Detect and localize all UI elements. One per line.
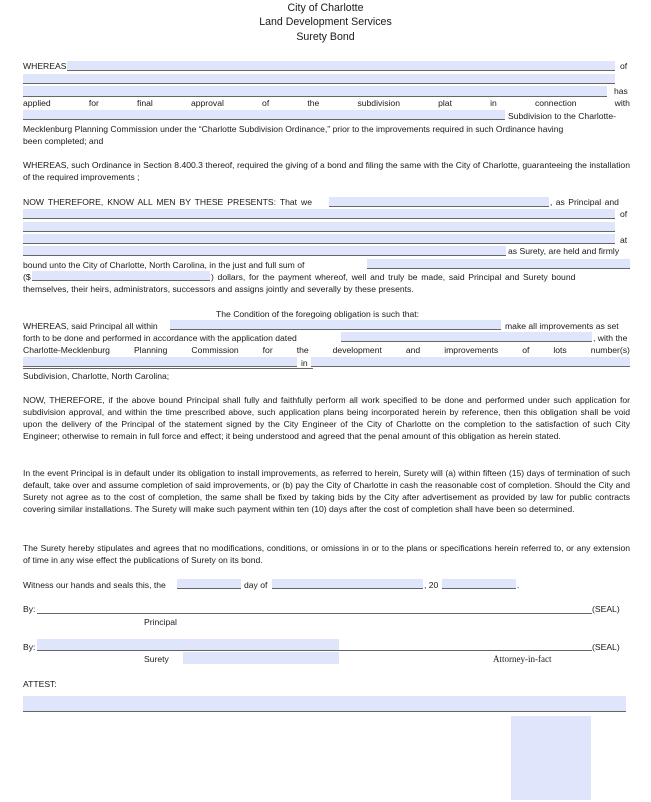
word: of <box>522 345 530 355</box>
application-date-field[interactable] <box>341 332 592 342</box>
subdivision-name-field[interactable] <box>23 110 505 120</box>
in-label: in <box>301 358 308 368</box>
whereas-address-field-2[interactable] <box>23 86 607 96</box>
word: development <box>332 345 382 355</box>
witness-month-field[interactable] <box>272 579 423 589</box>
sum-amount-field[interactable] <box>32 271 210 281</box>
word: subdivision <box>357 98 400 108</box>
by-label-surety: By: <box>23 642 36 652</box>
word: final <box>137 98 153 108</box>
principal-name-field[interactable] <box>329 197 549 207</box>
underline <box>23 368 313 369</box>
doc-city-title: City of Charlotte <box>287 2 364 14</box>
word: applied <box>23 98 51 108</box>
of-label: of <box>620 61 628 71</box>
whereas-principal-label: WHEREAS, said Principal all within <box>23 321 158 331</box>
surety-label: Surety <box>144 654 169 664</box>
word: connection <box>534 98 577 108</box>
subdivision-nc-text: Subdivision, Charlotte, North Carolina; <box>23 371 170 381</box>
default-paragraph: In the event Principal is in default under its obligation to install improvements, as referred to herein, Surety will (a) within fifteen (15) days of termination of such default, take over and assume completion of said improvements, or (b) pay the City of Charlotte in cash the reasonable cost of completion. Should the City and Surety not agree as to the cost of completion, the same shall be fixed by taking bids by the City after advertisement as provided by law for public contracts covering similar installations. The Surety will make such payment within ten (10) days after the cost of completion shall have been so determined. <box>23 468 630 514</box>
subdivision-field[interactable] <box>311 357 630 367</box>
word: Charlotte-Mecklenburg <box>23 345 110 355</box>
whereas-name-field[interactable] <box>67 61 615 71</box>
word: Commission <box>191 345 239 355</box>
attest-label: ATTEST: <box>23 679 57 689</box>
word: for <box>262 345 273 355</box>
word: Planning <box>133 345 168 355</box>
underline <box>23 96 607 97</box>
word: with <box>614 98 630 108</box>
make-improvements-label: make all improvements as set <box>505 321 619 331</box>
has-label: has <box>614 86 628 96</box>
doc-title: Surety Bond <box>296 31 355 43</box>
seal-stamp-area[interactable] <box>511 716 591 800</box>
dollars-text: ) dollars, for the payment whereof, well and truly be made, said Principal and Surety bound <box>211 272 576 282</box>
word: in <box>490 98 497 108</box>
principal-within-field[interactable] <box>170 320 501 330</box>
of-label-2: of <box>620 209 628 219</box>
underline <box>339 650 592 651</box>
witness-label: Witness our hands and seals this, the <box>23 580 166 590</box>
seal-label-2: (SEAL) <box>592 642 620 652</box>
surety-signature-field[interactable] <box>37 639 339 651</box>
lot-numbers-field[interactable] <box>23 357 297 367</box>
word: and <box>405 345 421 355</box>
word: the <box>307 98 320 108</box>
forth-text: forth to be done and performed in accordance with the application dated <box>23 333 297 343</box>
now-therefore-paragraph: NOW, THEREFORE, if the above bound Principal shall fully and faithfully perform all work specified to be done and performed under such application for subdivision approval, and within the time prescribed above, such application plans being incorporated herein by reference, then this obligation shall be void upon the delivery of the Principal of the statement signed by the City Engineer of the City of Charlotte on the completion to the satisfaction of such City Engineer; otherwise to remain in full force and effect; it being understood and agreed that the penal amount of this obligation as herein stated. <box>23 395 630 441</box>
principal-label: Principal <box>144 617 177 627</box>
as-surety-label: as Surety, are held and firmly <box>508 246 620 256</box>
by-label-principal: By: <box>23 604 36 614</box>
whereas-ordinance-paragraph: WHEREAS, such Ordinance in Section 8.400.3 thereof, required the giving of a bond and filing the same with the City of Charlotte, guaranteeing the installation of the required improvements ; <box>23 160 630 182</box>
stipulation-paragraph: The Surety hereby stipulates and agrees that no modifications, conditions, or omissions in or to the plans or specifications herein referred to, or any extension of time in any wise effect the publications of Surety on its bond. <box>23 543 630 565</box>
subdivision-to-label: Subdivision to the Charlotte- <box>508 111 616 121</box>
condition-heading: The Condition of the foregoing obligation is such that: <box>216 309 420 319</box>
principal-signature-line[interactable] <box>37 613 592 614</box>
commission-row <box>23 345 630 356</box>
attorney-in-fact-label: Attorney-in-fact <box>493 654 552 664</box>
whereas-label: WHEREAS <box>23 61 67 71</box>
witness-day-field[interactable] <box>177 579 241 589</box>
dollar-sign: ($ <box>23 272 31 282</box>
period: . <box>517 580 520 590</box>
heirs-text: themselves, their heirs, administrators, successors and assigns jointly and severally by these presents. <box>23 284 414 294</box>
attest-field[interactable] <box>23 696 626 712</box>
surety-address-field[interactable] <box>23 246 506 256</box>
word: plat <box>438 98 452 108</box>
bound-unto-text: bound unto the City of Charlotte, North Carolina, in the just and full sum of <box>23 260 305 270</box>
word: for <box>88 98 99 108</box>
applied-row <box>23 98 630 109</box>
with-the-label: , with the <box>593 333 628 343</box>
as-principal-label: , as Principal and <box>550 197 619 207</box>
whereas-address-field[interactable] <box>23 74 615 84</box>
seal-label-1: (SEAL) <box>592 604 620 614</box>
at-label: at <box>620 235 628 245</box>
principal-address-field[interactable] <box>23 209 615 219</box>
day-of-label: day of <box>244 580 268 590</box>
now-therefore-label: NOW THEREFORE, KNOW ALL MEN BY THESE PRESENTS: That we <box>23 197 312 207</box>
ordinance-text: Mecklenburg Planning Commission under the “Charlotte Subdivision Ordinance,” prior to the improvements required in such Ordinance having <box>23 124 564 134</box>
word: of <box>262 98 270 108</box>
doc-department: Land Development Services <box>259 16 392 28</box>
word: improvements <box>444 345 499 355</box>
principal-address-field-2[interactable] <box>23 222 615 232</box>
word: approval <box>190 98 224 108</box>
surety-name-field[interactable] <box>23 234 615 244</box>
sum-words-field[interactable] <box>367 259 630 269</box>
word: the <box>296 345 309 355</box>
word: number(s) <box>590 345 630 355</box>
year-prefix-label: , 20 <box>424 580 439 590</box>
witness-year-field[interactable] <box>442 579 516 589</box>
surety-name-field-2[interactable] <box>183 652 339 664</box>
completed-text: been completed; and <box>23 136 104 146</box>
word: lots <box>553 345 567 355</box>
